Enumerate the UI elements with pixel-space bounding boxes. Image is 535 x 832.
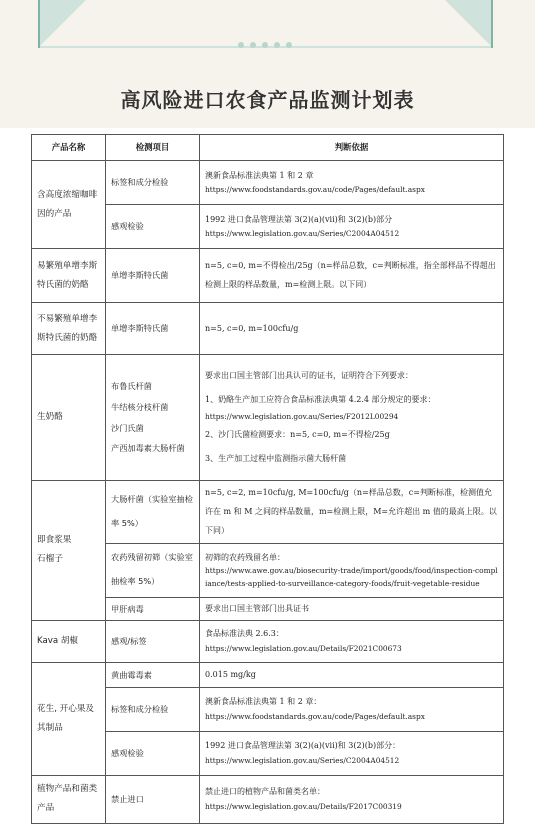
table-row bbox=[32, 481, 504, 544]
basis-cell bbox=[200, 543, 504, 597]
basis-cell: n=5, c=0, m=100cfu/g bbox=[200, 303, 504, 355]
table-row bbox=[32, 161, 504, 205]
basis-text: 初筛的农药残留名单： bbox=[205, 552, 285, 562]
item-cell: 感观/标签 bbox=[106, 620, 200, 662]
corner-triangle-left bbox=[40, 0, 86, 46]
product-cell: 生奶酪 bbox=[32, 355, 106, 481]
basis-link[interactable]: https://www.legislation.gov.au/Details/F2021C00673 bbox=[205, 643, 402, 653]
item-text: 牛结核分枝杆菌 bbox=[111, 401, 169, 412]
basis-link[interactable]: https://www.legislation.gov.au/Series/C2004A04512 bbox=[205, 755, 400, 765]
basis-text: 1992 进口食品管理法第 3(2)(a)(vii)和 3(2)(b)部分： bbox=[205, 741, 401, 751]
table-row bbox=[32, 620, 504, 662]
basis-text: 3、生产加工过程中监测指示菌大肠杆菌 bbox=[205, 453, 347, 463]
item-cell: 感观检验 bbox=[106, 731, 200, 775]
product-cell: 含高度浓缩咖啡因的产品 bbox=[32, 161, 106, 249]
basis-text: 1992 进口食品管理法第 3(2)(a)(vii)和 3(2)(b)部分 bbox=[205, 214, 393, 224]
basis-text: 食品标准法典 2.6.3： bbox=[205, 629, 284, 639]
page-title: 高风险进口农食产品监测计划表 bbox=[120, 88, 415, 112]
table-row bbox=[32, 303, 504, 355]
product-cell bbox=[32, 481, 106, 621]
basis-link[interactable]: https://www.legislation.gov.au/Series/C2004A04512 bbox=[205, 229, 400, 239]
basis-cell: 要求出口国主管部门出具证书 bbox=[200, 597, 504, 620]
item-cell: 农药残留初筛（实验室抽检率 5%） bbox=[106, 543, 200, 597]
basis-cell bbox=[200, 161, 504, 205]
item-cell: 单增李斯特氏菌 bbox=[106, 249, 200, 303]
table-header-row bbox=[32, 135, 504, 161]
basis-cell: n=5, c=0, m=不得检出/25g（n=样品总数，c=判断标准，指全部样品不得超出检测上限的样品数量，m=检测上限。以下同） bbox=[200, 249, 504, 303]
item-cell: 标签和成分检验 bbox=[106, 687, 200, 731]
product-cell: Kava 胡椒 bbox=[32, 620, 106, 662]
product-cell: 植物产品和菌类产品 bbox=[32, 775, 106, 823]
basis-cell: 0.015 mg/kg bbox=[200, 662, 504, 687]
basis-text: 澳新食品标准法典第 1 和 2 章： bbox=[205, 697, 322, 707]
item-text: 沙门氏菌 bbox=[111, 422, 144, 433]
corner-triangle-right bbox=[445, 0, 491, 46]
item-cell: 感观检验 bbox=[106, 205, 200, 249]
item-cell: 单增李斯特氏菌 bbox=[106, 303, 200, 355]
item-cell: 大肠杆菌（实验室抽检率 5%） bbox=[106, 481, 200, 544]
product-cell: 易繁殖单增李斯特氏菌的奶酪 bbox=[32, 249, 106, 303]
product-cell: 花生, 开心果及其制品 bbox=[32, 662, 106, 775]
item-cell bbox=[106, 355, 200, 481]
table-row bbox=[32, 249, 504, 303]
product-text: 即食浆果 bbox=[37, 535, 72, 546]
item-cell: 标签和成分检验 bbox=[106, 161, 200, 205]
basis-text: 澳新食品标准法典第 1 和 2 章 bbox=[205, 170, 314, 180]
monitoring-table bbox=[31, 134, 504, 824]
basis-cell bbox=[200, 775, 504, 823]
item-text: 产西加毒素大肠杆菌 bbox=[111, 443, 185, 454]
basis-link[interactable]: https://www.awe.gov.au/biosecurity-trade/import/goods/food/inspection-compliance/tests-applied-to-surveillance-category-foods/fruit-vegetable-residue bbox=[205, 566, 498, 588]
basis-cell bbox=[200, 620, 504, 662]
item-cell: 禁止进口 bbox=[106, 775, 200, 823]
item-cell: 甲肝病毒 bbox=[106, 597, 200, 620]
basis-link[interactable]: https://www.foodstandards.gov.au/code/Pages/default.aspx bbox=[205, 185, 425, 195]
decorative-dots bbox=[238, 42, 292, 48]
basis-cell bbox=[200, 731, 504, 775]
basis-link[interactable]: https://www.legislation.gov.au/Details/F2017C00319 bbox=[205, 801, 402, 811]
header-basis: 判断依据 bbox=[200, 135, 504, 161]
frame-right-line bbox=[491, 0, 493, 48]
basis-cell bbox=[200, 355, 504, 481]
basis-text: 禁止进口的植物产品和菌类名单： bbox=[205, 787, 325, 797]
basis-cell bbox=[200, 205, 504, 249]
item-cell: 黄曲霉毒素 bbox=[106, 662, 200, 687]
header-product: 产品名称 bbox=[32, 135, 106, 161]
table-row bbox=[32, 662, 504, 687]
item-text: 布鲁氏杆菌 bbox=[111, 380, 152, 391]
basis-text: 要求出口国主管部门出具认可的证书，证明符合下列要求： bbox=[205, 371, 413, 381]
table-row bbox=[32, 775, 504, 823]
basis-link[interactable]: https://www.legislation.gov.au/Series/F2012L00294 bbox=[205, 412, 399, 422]
basis-cell bbox=[200, 687, 504, 731]
header-item: 检测项目 bbox=[106, 135, 200, 161]
basis-text: 1、奶酪生产加工应符合食品标准法典第 4.2.4 部分规定的要求： bbox=[205, 395, 436, 405]
basis-link[interactable]: https://www.foodstandards.gov.au/code/Pages/default.aspx bbox=[205, 711, 425, 721]
product-cell: 不易繁殖单增李斯特氏菌的奶酪 bbox=[32, 303, 106, 355]
product-text: 石榴子 bbox=[37, 554, 63, 565]
basis-cell: n=5, c=2, m=10cfu/g, M=100cfu/g（n=样品总数，c=判断标准，检测值允许在 m 和 M 之间的样品数量，m=检测上限，M=允许超出 m 值的最高上限。以下同） bbox=[200, 481, 504, 544]
table-row bbox=[32, 355, 504, 481]
basis-text: 2、沙门氏菌检测要求：n=5, c=0, m=不得检/25g bbox=[205, 429, 390, 439]
